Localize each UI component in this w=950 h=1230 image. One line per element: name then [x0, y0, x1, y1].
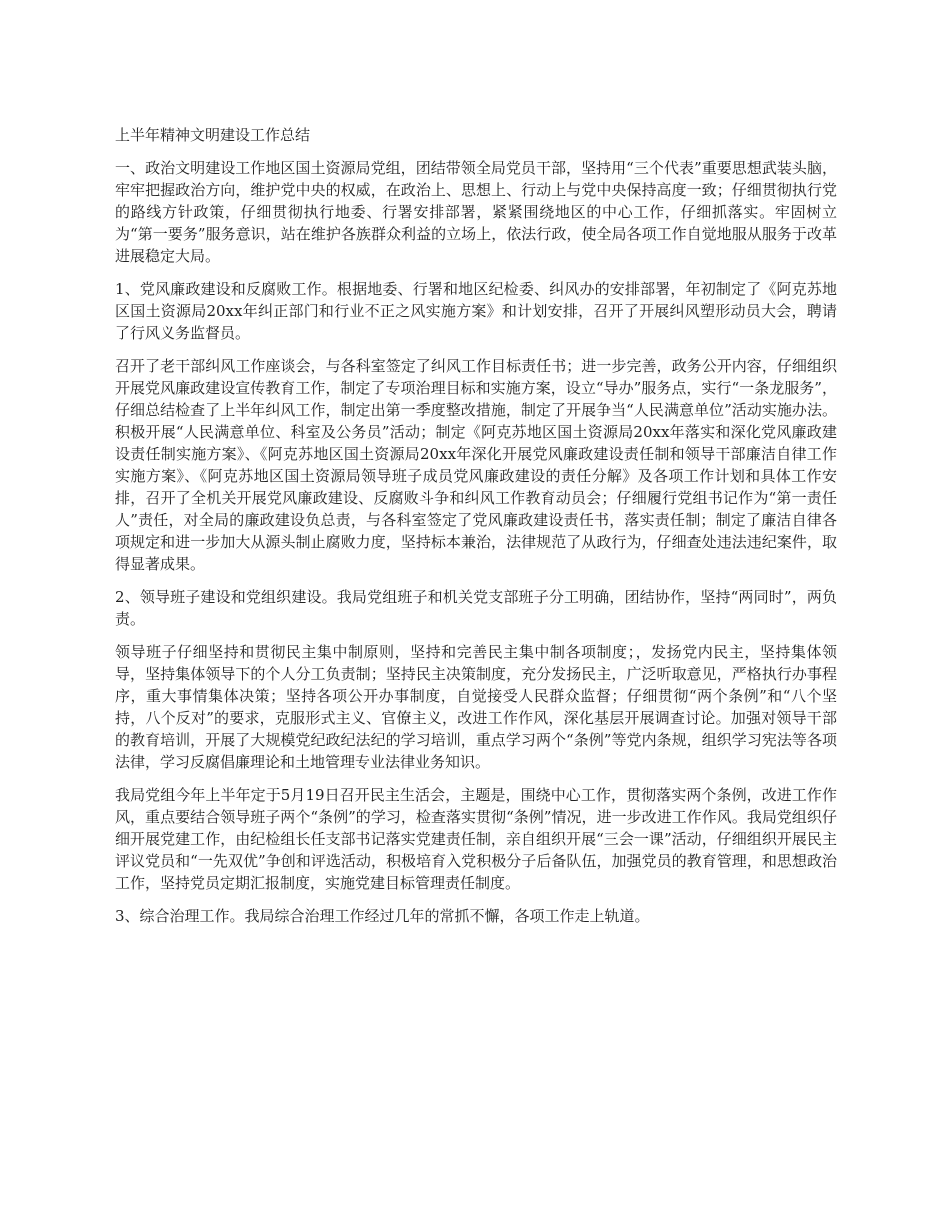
paragraph-anti-corruption-details: 召开了老干部纠风工作座谈会，与各科室签定了纠风工作目标责任书；进一步完善，政务公开内容，仔细组织开展党风廉政建设宣传教育工作，制定了专项治理目标和实施方案，设立“导办”服务点，实行“一条龙服务”，仔细总结检查了上半年纠风工作，制定出第一季度整改措施，制定了开展争当“人民满意单位”活动实施办法。积极开展“人民满意单位、科室及公务员”活动；制定《阿克苏地区国土资源局20xx年落实和深化党风廉政建设责任制实施方案》、《阿克苏地区国土资源局20xx年深化开展党风廉政建设责任制和领导干部廉洁自律工作实施方案》、《阿克苏地区国土资源局领导班子成员党风廉政建设的责任分解》及各项工作计划和具体工作安排，召开了全机关开展党风廉政建设、反腐败斗争和纠风工作教育动员会；仔细履行党组书记作为“第一责任人”责任，对全局的廉政建设负总责，与各科室签定了党风廉政建设责任书，落实责任制；制定了廉洁自律各项规定和进一步加大从源头制止腐败力度，坚持标本兼治，法律规范了从政行为，仔细查处违法违纪案件，取得显著成果。	[115, 357, 837, 573]
paragraph-anti-corruption: 1、党风廉政建设和反腐败工作。根据地委、行署和地区纪检委、纠风办的安排部署，年初制定了《阿克苏地区国土资源局20xx年纠正部门和行业不正之风实施方案》和计划安排，召开了开展纠风塑形动员大会，聘请了行风义务监督员。	[115, 280, 837, 342]
paragraph-comprehensive-governance: 3、综合治理工作。我局综合治理工作经过几年的常抓不懈，各项工作走上轨道。	[115, 907, 650, 925]
paragraph-party-building: 我局党组今年上半年定于5月19日召开民主生活会，主题是，围绕中心工作，贯彻落实两个条例，改进工作作风，重点要结合领导班子两个“条例”的学习，检查落实贯彻“条例”情况，进一步改进工作作风。我局党组织仔细开展党建工作，由纪检组长任支部书记落实党建责任制，亲自组织开展“三会一课”活动，仔细组织开展民主评议党员和“一先双优”争创和评选活动，积极培育入党积极分子后备队伍，加强党员的教育管理，和思想政治工作，坚持党员定期汇报制度，实施党建目标管理责任制度。	[115, 786, 837, 892]
paragraph-leadership-building: 2、领导班子建设和党组织建设。我局党组班子和机关党支部班子分工明确，团结协作，坚持“两同时”，两负责。	[115, 588, 837, 628]
document-title: 上半年精神文明建设工作总结	[115, 126, 311, 144]
paragraph-political-civilization: 一、政治文明建设工作地区国土资源局党组，团结带领全局党员干部，坚持用“三个代表”重要思想武装头脑，牢牢把握政治方向，维护党中央的权威，在政治上、思想上、行动上与党中央保持高度一致；仔细贯彻执行党的路线方针政策，仔细贯彻执行地委、行署安排部署，紧紧围绕地区的中心工作，仔细抓落实。牢固树立为“第一要务”服务意识，站在维护各族群众利益的立场上，依法行政，使全局各项工作自觉地服从服务于改革进展稳定大局。	[115, 159, 837, 265]
paragraph-democratic-centralism: 领导班子仔细坚持和贯彻民主集中制原则，坚持和完善民主集中制各项制度；，发扬党内民主，坚持集体领导，坚持集体领导下的个人分工负责制；坚持民主决策制度，充分发扬民主，广泛听取意见，严格执行办事程序，重大事情集体决策；坚持各项公开办事制度，自觉接受人民群众监督；仔细贯彻“两个条例”和“八个坚持，八个反对”的要求，克服形式主义、官僚主义，改进工作作风，深化基层开展调查讨论。加强对领导干部的教育培训，开展了大规模党纪政纪法纪的学习培训，重点学习两个“条例”等党内条规，组织学习宪法等各项法律，学习反腐倡廉理论和土地管理专业法律业务知识。	[115, 643, 837, 771]
document-page	[115, 124, 837, 938]
